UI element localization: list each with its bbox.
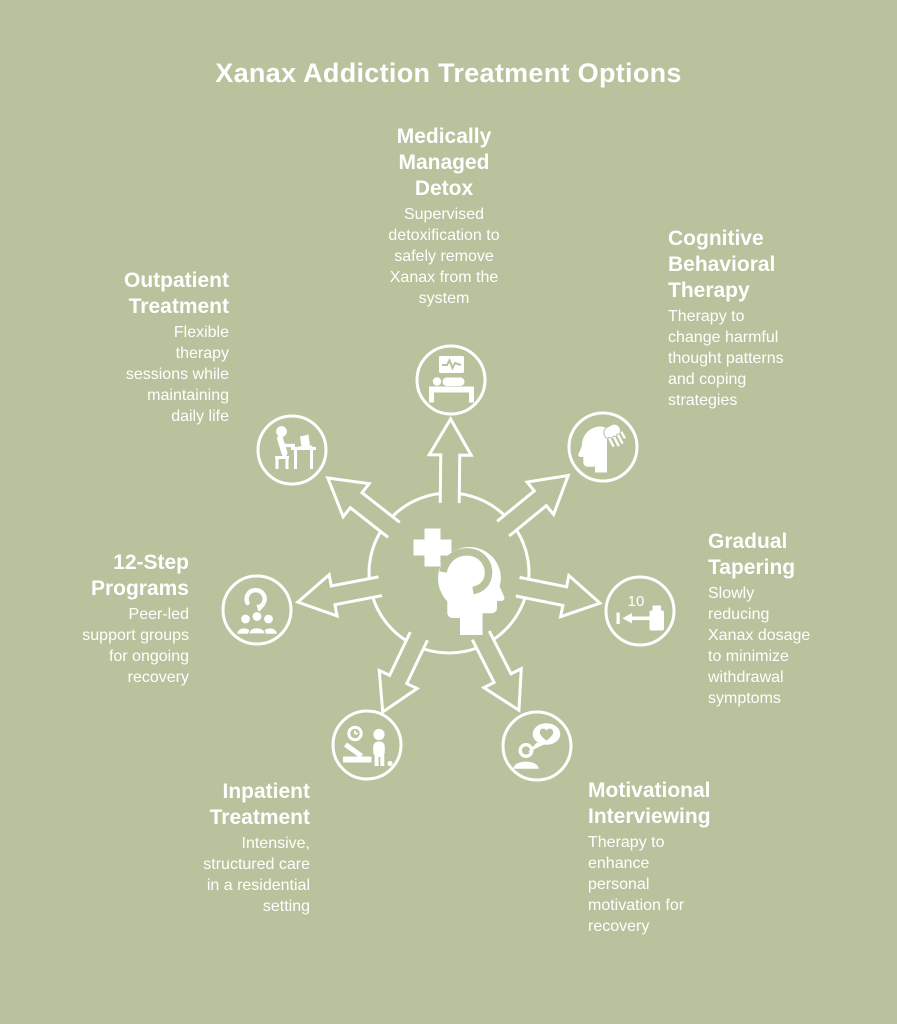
- arrow-to-gradual-tapering: [514, 566, 605, 624]
- node-title: Inpatient Treatment: [209, 780, 310, 829]
- node-title: Outpatient Treatment: [124, 269, 229, 318]
- node-title: Medically Managed Detox: [396, 125, 492, 200]
- arrow-to-twelve-step-programs: [294, 566, 384, 623]
- hospital-bed-monitor-icon: [414, 343, 488, 417]
- node-motivational-interviewing: [588, 778, 730, 937]
- support-group-icon: [220, 573, 294, 647]
- head-with-cross-icon: [414, 529, 505, 636]
- node-twelve-step-programs: [71, 550, 189, 688]
- node-description: Intensive, structured care in a residential setting: [203, 835, 310, 915]
- patient-bed-caregiver-icon: [330, 708, 404, 782]
- node-description: Supervised detoxification to safely remove Xanax from the system: [388, 206, 500, 307]
- person-speech-heart-icon: [500, 709, 574, 783]
- node-description: Slowly reducing Xanax dosage to minimize withdrawal symptoms: [708, 585, 811, 707]
- node-description: Peer-led support groups for ongoing recovery: [82, 606, 189, 686]
- dose-label: 10: [627, 593, 645, 610]
- node-gradual-tapering: [708, 529, 818, 709]
- node-description: Therapy to change harmful thought patterns and coping strategies: [668, 308, 784, 409]
- node-description: Therapy to enhance personal motivation for recovery: [588, 834, 685, 935]
- dose-reduction-icon: [603, 574, 677, 648]
- node-title: 12-Step Programs: [90, 551, 189, 600]
- node-inpatient-treatment: [195, 779, 310, 917]
- node-title: Motivational Interviewing: [588, 779, 711, 828]
- node-title: Cognitive Behavioral Therapy: [668, 227, 776, 302]
- node-medically-managed-detox: [369, 124, 519, 309]
- person-at-desk-icon: [255, 413, 329, 487]
- node-outpatient-treatment: [117, 268, 229, 427]
- arrow-to-medically-managed-detox: [429, 419, 472, 503]
- arrow-to-inpatient-treatment: [364, 627, 438, 721]
- page-title: Xanax Addiction Treatment Options: [215, 58, 682, 88]
- node-cognitive-behavioral-therapy: [668, 226, 793, 411]
- arrow-to-motivational-interviewing: [462, 626, 538, 720]
- node-title: Gradual Tapering: [708, 530, 796, 579]
- head-with-hand-icon: [566, 410, 640, 484]
- node-description: Flexible therapy sessions while maintaining daily life: [125, 324, 229, 425]
